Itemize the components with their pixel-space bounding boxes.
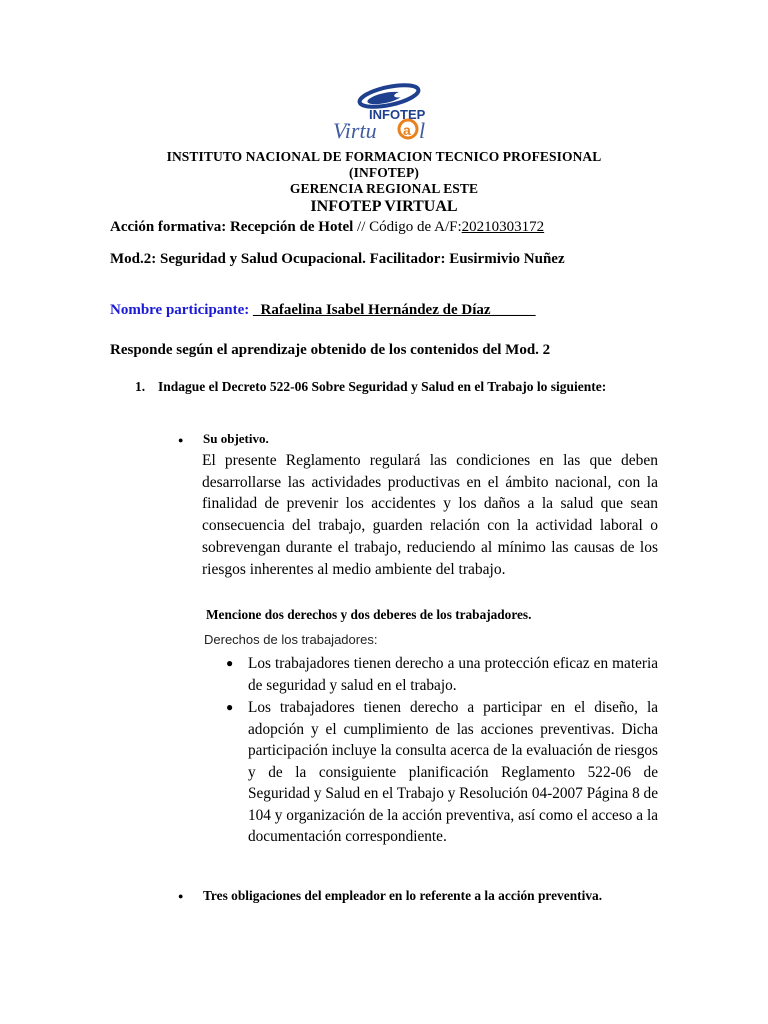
bullet-icon: ● bbox=[178, 891, 184, 901]
derechos-question: Mencione dos derechos y dos deberes de los trabajadores. bbox=[206, 607, 532, 622]
participante-name: _Rafaelina Isabel Hernández de Díaz______ bbox=[253, 302, 536, 318]
accion-label: Acción formativa: Recepción de Hotel bbox=[110, 219, 354, 235]
bullet-icon: ● bbox=[226, 700, 234, 714]
question-text: Indague el Decreto 522-06 Sobre Seguridad y Salud en el Trabajo lo siguiente: bbox=[158, 379, 607, 394]
header-institute: INSTITUTO NACIONAL DE FORMACION TECNICO PROFESIONAL bbox=[166, 149, 602, 164]
modulo-line: Mod.2: Seguridad y Salud Ocupacional. Facilitador: Eusirmivio Nuñez bbox=[110, 251, 565, 267]
logo-virtual-text: Virtu bbox=[333, 118, 377, 142]
svg-text:a: a bbox=[403, 122, 411, 138]
derecho-item-2: Los trabajadores tienen derecho a participar en el diseño, la adopción y el cumplimiento de las acciones preventivas. Dicha participación incluye la consulta acerca de la evaluación de riesgos y de la consiguiente planificación Reglamento 522-06 de Seguridad y Salud en el Trabajo y Resolución 04-2007 Página 8 de 104 y organización de la acción preventiva, así como el acceso a la documentación correspondiente. bbox=[248, 699, 658, 845]
participante-line bbox=[110, 302, 536, 319]
participante-label: Nombre participante: bbox=[110, 302, 250, 318]
logo-infotep-text: INFOTEP bbox=[369, 107, 426, 122]
accion-formativa-line bbox=[110, 219, 544, 236]
infotep-logo bbox=[325, 78, 445, 142]
objetivo-label: Su objetivo. bbox=[203, 431, 269, 446]
codigo-value: 20210303172 bbox=[461, 219, 545, 235]
svg-text:l: l bbox=[419, 118, 426, 142]
derechos-label: Derechos de los trabajadores: bbox=[204, 632, 378, 647]
header-gerencia: GERENCIA REGIONAL ESTE bbox=[289, 181, 479, 196]
instruccion: Responde según el aprendizaje obtenido de los contenidos del Mod. 2 bbox=[110, 342, 551, 358]
codigo-label: // Código de A/F: bbox=[353, 219, 462, 235]
derecho-item-1: Los trabajadores tienen derecho a una protección eficaz en materia de seguridad y salud en el trabajo. bbox=[248, 655, 658, 694]
bullet-icon: ● bbox=[178, 435, 184, 445]
bullet-icon: ● bbox=[226, 656, 234, 670]
question-number: 1. bbox=[135, 379, 146, 394]
obligaciones-question: Tres obligaciones del empleador en lo referente a la acción preventiva. bbox=[203, 888, 603, 903]
header-acronym: (INFOTEP) bbox=[349, 165, 419, 180]
objetivo-answer: El presente Reglamento regulará las condiciones en las que deben desarrollarse las actividades productivas en el ámbito nacional, con la finalidad de prevenir los accidentes y los daños a la salud que sean consecuencia del trabajo, guarden relación con la actividad laboral o sobrevengan durante el trabajo, reduciendo al mínimo las causas de los riesgos inherentes al medio ambiente del trabajo. bbox=[202, 452, 658, 578]
header-virtual: INFOTEP VIRTUAL bbox=[310, 198, 458, 215]
question-1 bbox=[135, 378, 658, 396]
